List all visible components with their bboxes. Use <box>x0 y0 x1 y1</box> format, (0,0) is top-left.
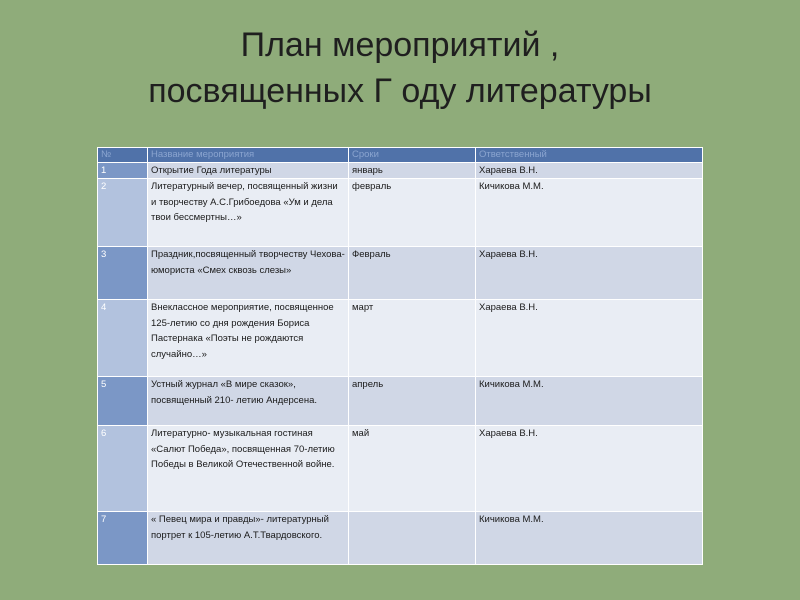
event-name: Устный журнал «В мире сказок», посвященный 210- летию Андерсена. <box>148 377 349 426</box>
slide-title-line-1: План мероприятий , <box>240 26 560 64</box>
header-responsible: Ответственный <box>476 148 703 163</box>
table-row <box>98 163 703 179</box>
row-number: 3 <box>98 247 148 300</box>
row-number: 6 <box>98 426 148 512</box>
event-date: март <box>349 300 476 377</box>
header-event-name: Название мероприятия <box>148 148 349 163</box>
event-responsible: Кичикова М.М. <box>476 377 703 426</box>
table-row <box>98 247 703 300</box>
event-date: февраль <box>349 179 476 247</box>
event-date <box>349 512 476 565</box>
event-date: январь <box>349 163 476 179</box>
event-responsible: Хараева В.Н. <box>476 300 703 377</box>
row-number: 2 <box>98 179 148 247</box>
row-number: 4 <box>98 300 148 377</box>
table-row <box>98 426 703 512</box>
table-row <box>98 300 703 377</box>
event-name: « Певец мира и правды»- литературный портрет к 105-летию А.Т.Твардовского. <box>148 512 349 565</box>
event-name: Открытие Года литературы <box>148 163 349 179</box>
event-responsible: Кичикова М.М. <box>476 179 703 247</box>
event-name: Праздник,посвященный творчеству Чехова- юмориста «Смех сквозь слезы» <box>148 247 349 300</box>
row-number: 7 <box>98 512 148 565</box>
event-date: май <box>349 426 476 512</box>
row-number: 1 <box>98 163 148 179</box>
event-responsible: Хараева В.Н. <box>476 426 703 512</box>
events-table <box>97 147 703 565</box>
event-responsible: Кичикова М.М. <box>476 512 703 565</box>
event-responsible: Хараева В.Н. <box>476 163 703 179</box>
table-row <box>98 377 703 426</box>
row-number: 5 <box>98 377 148 426</box>
slide-title-line-2: посвященных Г оду литературы <box>148 72 652 110</box>
event-date: апрель <box>349 377 476 426</box>
slide-title <box>0 22 800 114</box>
event-date: Февраль <box>349 247 476 300</box>
event-responsible: Хараева В.Н. <box>476 247 703 300</box>
table-header-row <box>98 148 703 163</box>
table-row <box>98 179 703 247</box>
event-name: Внеклассное мероприятие, посвященное 125-летию со дня рождения Бориса Пастернака «Поэты не рождаются случайно…» <box>148 300 349 377</box>
header-number: № <box>98 148 148 163</box>
event-name: Литературно- музыкальная гостиная «Салют Победа», посвященная 70-летию Победы в Великой Отечественной войне. <box>148 426 349 512</box>
event-name: Литературный вечер, посвященный жизни и творчеству А.С.Грибоедова «Ум и дела твои бессмертны…» <box>148 179 349 247</box>
table-row <box>98 512 703 565</box>
header-dates: Сроки <box>349 148 476 163</box>
